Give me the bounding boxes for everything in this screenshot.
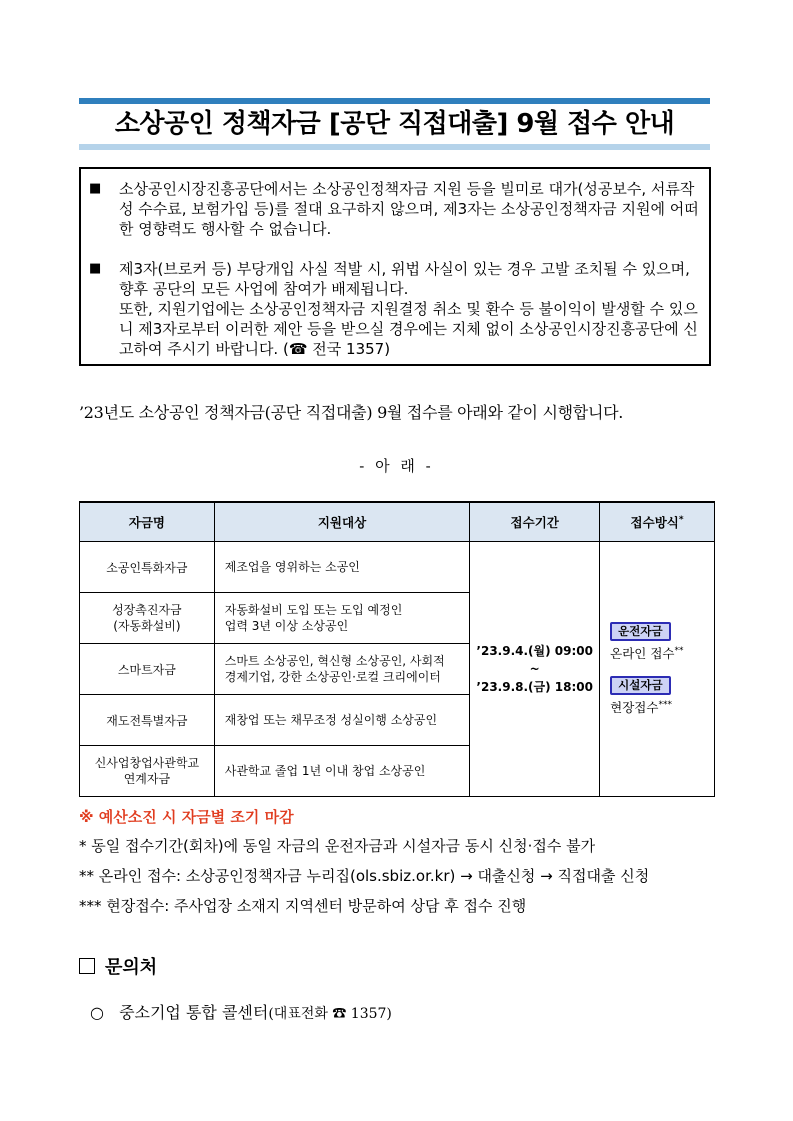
notice-box bbox=[79, 167, 711, 366]
period-separator: ~ bbox=[529, 662, 540, 676]
target-cell: 재창업 또는 채무조정 성실이행 소상공인 bbox=[214, 695, 470, 746]
notice-text-2: 제3자(브로커 등) 부당개입 사실 적발 시, 위법 사실이 있는 경우 고발 조치될 수 있으며, 향후 공단의 모든 사업에 참여가 배제됩니다. bbox=[119, 260, 690, 298]
footnote-1: * 동일 접수기간(회차)에 동일 자금의 운전자금과 시설자금 동시 신청·접수 불가 bbox=[79, 837, 596, 855]
header-fund-name: 자금명 bbox=[80, 502, 215, 542]
contact-name: 중소기업 통합 콜센터 bbox=[119, 1003, 269, 1022]
square-bullet-icon: ■ bbox=[89, 181, 102, 196]
target-cell: 제조업을 영위하는 소공인 bbox=[214, 542, 470, 593]
contact-heading: 문의처 bbox=[79, 953, 157, 979]
target-cell: 사관학교 졸업 1년 이내 창업 소상공인 bbox=[214, 746, 470, 797]
header-method: 접수방식* bbox=[600, 502, 715, 542]
contact-detail: (대표전화 ☎ 1357) bbox=[268, 1006, 392, 1022]
sub-heading: - 아 래 - bbox=[359, 457, 434, 475]
footnote-2: ** 온라인 접수: 소상공인정책자금 누리집(ols.sbiz.or.kr) → 대출신청 → 직접대출 신청 bbox=[79, 867, 650, 885]
circle-bullet-icon: ○ bbox=[90, 1003, 104, 1022]
notice-paragraph-1 bbox=[89, 179, 703, 239]
table-row bbox=[80, 542, 715, 593]
period-start: ’23.9.4.(월) 09:00 bbox=[476, 644, 593, 658]
method-online: 온라인 접수 bbox=[610, 646, 675, 661]
notice-text-3: 또한, 지원기업에는 소상공인정책자금 지원결정 취소 및 환수 등 불이익이 발생할 수 있으니 제3자로부터 이러한 제안 등을 받으실 경우에는 지체 없이 소상공인시장진흥공단에 신고하여 주시기 바랍니다. (☎ 전국 1357) bbox=[119, 300, 698, 358]
intro-text: ’23년도 소상공인 정책자금(공단 직접대출) 9월 접수를 아래와 같이 시행합니다. bbox=[79, 403, 624, 422]
fund-name-cell: 성장촉진자금 (자동화설비) bbox=[80, 593, 215, 644]
notice-paragraph-2 bbox=[89, 259, 703, 359]
target-cell: 스마트 소상공인, 혁신형 소상공인, 사회적 경제기업, 강한 소상공인·로컬 크리에이터 bbox=[214, 644, 470, 695]
header-target: 지원대상 bbox=[214, 502, 470, 542]
tag-facility-fund: 시설자금 bbox=[610, 676, 670, 695]
target-cell: 자동화설비 도입 또는 도입 예정인 업력 3년 이상 소상공인 bbox=[214, 593, 470, 644]
method-cell: 운전자금 온라인 접수** 시설자금 현장접수*** bbox=[600, 542, 715, 797]
budget-warning: ※ 예산소진 시 자금별 조기 마감 bbox=[79, 808, 294, 826]
notice-text-1: 소상공인시장진흥공단에서는 소상공인정책자금 지원 등을 빌미로 대가(성공보수, 서류작성 수수료, 보험가입 등)를 절대 요구하지 않으며, 제3자는 소상공인정책자금 지원에 어떠한 영향력도 행사할 수 없습니다. bbox=[119, 180, 699, 238]
fund-table bbox=[79, 501, 715, 797]
title-bottom-bar bbox=[79, 144, 710, 150]
square-bullet-icon: ■ bbox=[89, 261, 102, 276]
period-end: ’23.9.8.(금) 18:00 bbox=[476, 680, 593, 694]
fund-name-cell: 소공인특화자금 bbox=[80, 542, 215, 593]
page-title: 소상공인 정책자금 [공단 직접대출] 9월 접수 안내 bbox=[114, 109, 675, 139]
method-onsite: 현장접수 bbox=[610, 700, 659, 716]
fund-name-cell: 재도전특별자금 bbox=[80, 695, 215, 746]
footnote-3: *** 현장접수: 주사업장 소재지 지역센터 방문하여 상담 후 접수 진행 bbox=[79, 897, 527, 915]
header-period: 접수기간 bbox=[470, 502, 600, 542]
tag-operating-fund: 운전자금 bbox=[610, 622, 670, 641]
fund-name-cell: 신사업창업사관학교 연계자금 bbox=[80, 746, 215, 797]
fund-name-cell: 스마트자금 bbox=[80, 644, 215, 695]
period-cell bbox=[470, 542, 600, 797]
checkbox-square-icon bbox=[79, 958, 95, 974]
contact-item bbox=[90, 1000, 392, 1023]
table-header-row bbox=[80, 502, 715, 542]
